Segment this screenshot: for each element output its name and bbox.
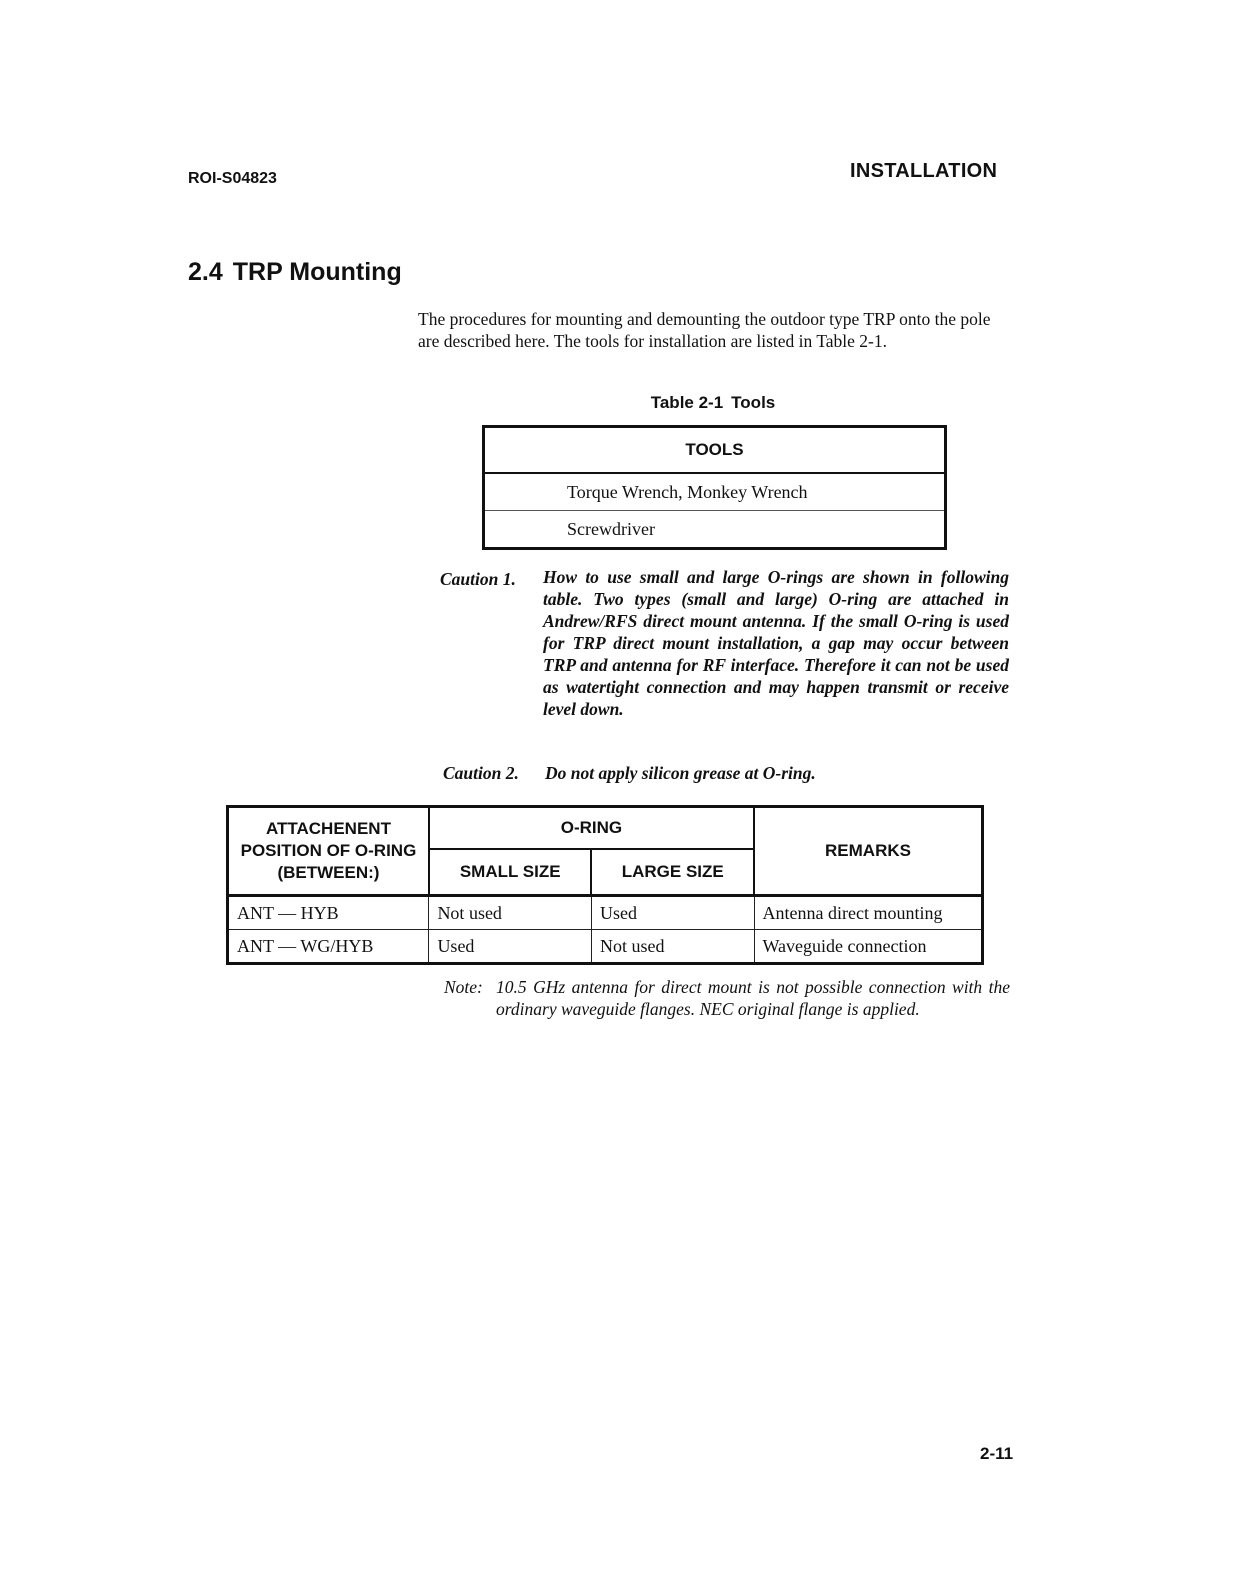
caution-1-text: How to use small and large O-rings are shown in following table. Two types (small and large) O-ring are attached in Andrew/RFS direct mount antenna. If the small O-ring is used for TRP direct mount installation, a gap may occur between TRP and antenna for RF interface. Therefore it can not be used as watertight connection and may happen transmit or receive level down.	[543, 567, 1009, 719]
oring-header: O-RING	[429, 807, 754, 850]
large-size-cell: Used	[591, 896, 754, 930]
chapter-title: INSTALLATION	[850, 160, 998, 182]
small-size-cell: Used	[429, 930, 592, 964]
table-caption	[418, 393, 1008, 413]
intro-paragraph: The procedures for mounting and demounting the outdoor type TRP onto the pole are described here. The tools for installation are listed in Table 2-1.	[418, 309, 991, 351]
table-row	[228, 930, 983, 964]
tools-table-header: TOOLS	[484, 427, 946, 474]
large-size-header: LARGE SIZE	[591, 849, 754, 896]
tool-cell: Screwdriver	[484, 511, 946, 549]
large-size-cell: Not used	[591, 930, 754, 964]
remarks-cell: Waveguide connection	[754, 930, 983, 964]
page-number: 2-11	[980, 1444, 1014, 1463]
section-number: 2.4	[188, 258, 223, 286]
position-cell: ANT — HYB	[228, 896, 429, 930]
caution-2-text: Do not apply silicon grease at O-ring.	[545, 763, 816, 783]
document-id: ROI-S04823	[188, 170, 277, 187]
table-caption-number: Table 2-1	[650, 393, 724, 412]
caution-2-label: Caution 2.	[443, 763, 519, 783]
small-size-cell: Not used	[429, 896, 592, 930]
section-title: TRP Mounting	[232, 258, 402, 286]
table-row	[484, 511, 946, 549]
note-label: Note:	[444, 977, 483, 997]
tool-cell: Torque Wrench, Monkey Wrench	[484, 473, 946, 511]
section-heading	[188, 258, 402, 287]
remarks-cell: Antenna direct mounting	[754, 896, 983, 930]
note	[444, 976, 1010, 1020]
position-cell: ANT — WG/HYB	[228, 930, 429, 964]
small-size-header: SMALL SIZE	[429, 849, 592, 896]
position-header: ATTACHENENT POSITION OF O-RING (BETWEEN:)	[228, 807, 429, 896]
tools-table	[482, 425, 947, 550]
table-row	[228, 896, 983, 930]
table-row	[484, 473, 946, 511]
oring-table	[226, 805, 984, 965]
caution-1-label: Caution 1.	[440, 569, 516, 589]
remarks-header: REMARKS	[754, 807, 983, 896]
table-caption-title: Tools	[731, 393, 776, 412]
note-text: 10.5 GHz antenna for direct mount is not possible connection with the ordinary waveguide flanges. NEC original flange is applied.	[496, 977, 1010, 1019]
